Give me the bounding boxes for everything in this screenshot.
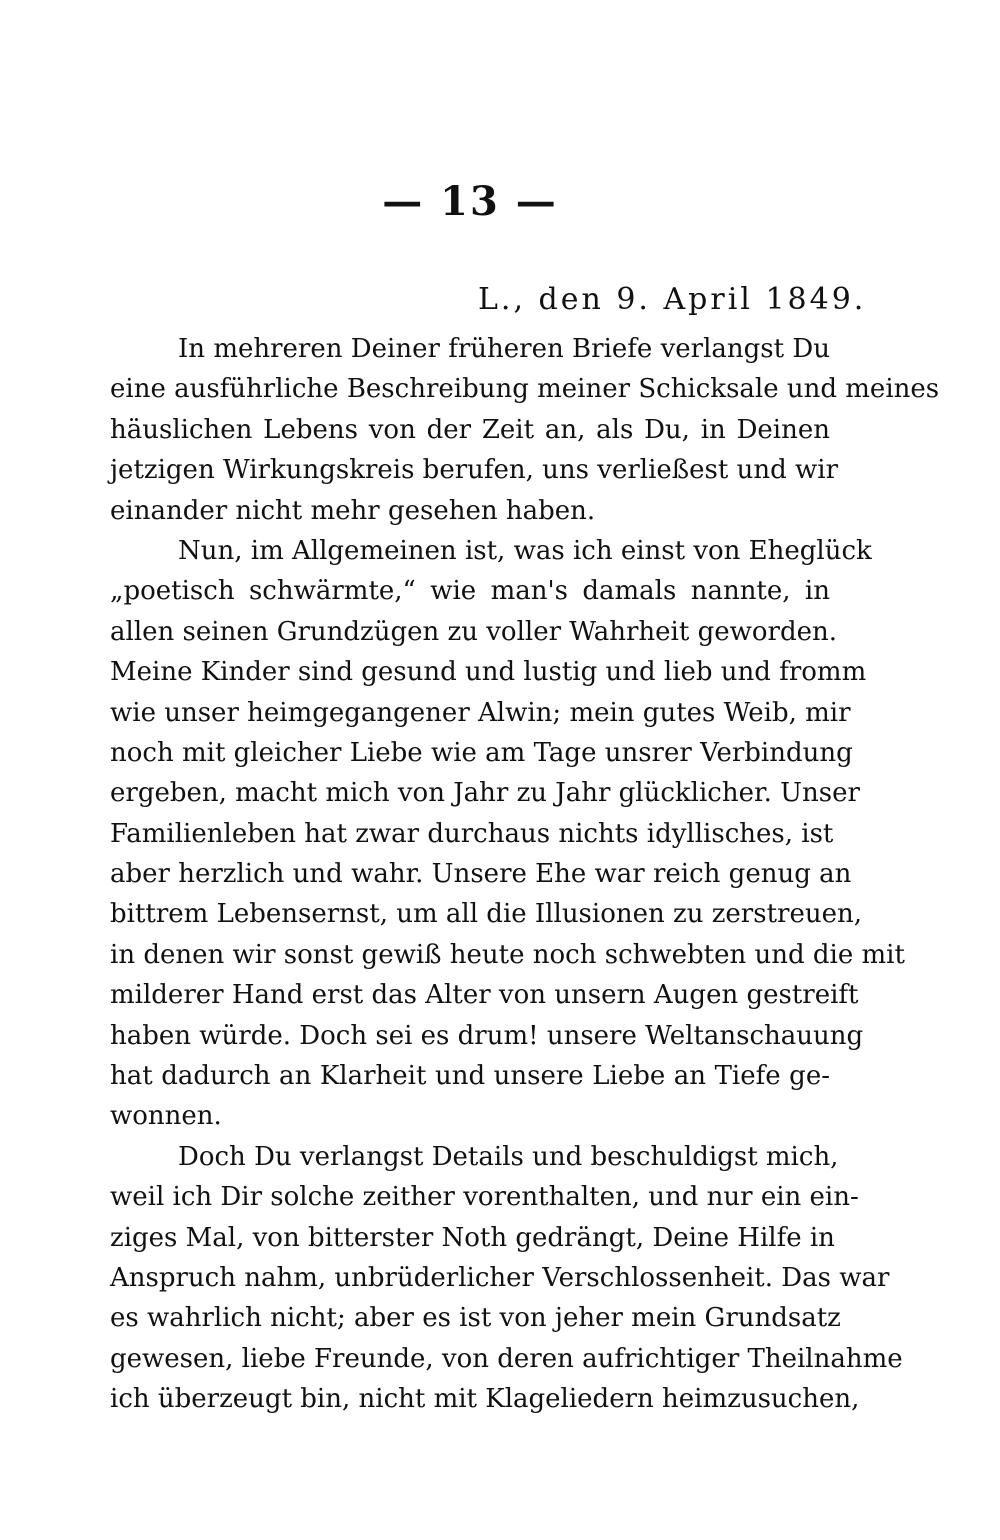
text-line: weil ich Dir solche zeither vorenthalten, und nur ein ein- (110, 1182, 859, 1213)
text-line: Anspruch nahm, unbrüderlicher Verschlossenheit. Das war (110, 1262, 890, 1293)
text-line: haben würde. Doch sei es drum! unsere Weltanschauung (110, 1020, 864, 1051)
text-line: Nun, im Allgemeinen ist, was ich einst von Eheglück (178, 535, 872, 566)
text-line: Doch Du verlangst Details und beschuldigst mich, (178, 1141, 839, 1172)
text-line: In mehreren Deiner früheren Briefe verlangst Du (178, 334, 830, 364)
text-line: eine ausführliche Beschreibung meiner Schicksale und meines (110, 374, 940, 405)
text-line: ergeben, macht mich von Jahr zu Jahr glücklicher. Unser (110, 778, 860, 809)
text-line: Meine Kinder sind gesund und lustig und lieb und fromm (110, 657, 867, 688)
text-line: aber herzlich und wahr. Unsere Ehe war reich genug an (110, 859, 852, 890)
text-line: bittrem Lebensernst, um all die Illusionen zu zerstreuen, (110, 899, 862, 930)
text-line: allen seinen Grundzügen zu voller Wahrheit geworden. (110, 616, 837, 647)
text-line: wonnen. (110, 1101, 222, 1132)
text-line: häuslichen Lebens von der Zeit an, als Du, in Deinen (110, 414, 830, 445)
letter-dateline: L., den 9. April 1849. (478, 282, 867, 317)
text-line: Familienleben hat zwar durchaus nichts idyllisches, ist (110, 818, 834, 849)
text-line: in denen wir sonst gewiß heute noch schwebten und die mit (110, 939, 905, 970)
text-line: ziges Mal, von bitterster Noth gedrängt, Deine Hilfe in (110, 1222, 835, 1253)
text-line: „poetisch schwärmte,“ wie man's damals nannte, in (110, 576, 830, 607)
text-line: ich überzeugt bin, nicht mit Klageliedern heimzusuchen, (110, 1384, 860, 1415)
text-line: gewesen, liebe Freunde, von deren aufrichtiger Theilnahme (110, 1343, 903, 1374)
letter-body (110, 329, 940, 1420)
text-line: es wahrlich nicht; aber es ist von jeher mein Grundsatz (110, 1303, 841, 1334)
text-line: milderer Hand erst das Alter von unsern Augen gestreift (110, 980, 859, 1011)
text-line: noch mit gleicher Liebe wie am Tage unsrer Verbindung (110, 737, 853, 768)
text-line: jetzigen Wirkungskreis berufen, uns verließest und wir (110, 455, 838, 486)
text-line: hat dadurch an Klarheit und unsere Liebe an Tiefe ge- (110, 1061, 830, 1092)
page-number: — 13 — (382, 178, 558, 225)
text-line: einander nicht mehr gesehen haben. (110, 495, 596, 526)
text-line: wie unser heimgegangener Alwin; mein gutes Weib, mir (110, 697, 851, 728)
